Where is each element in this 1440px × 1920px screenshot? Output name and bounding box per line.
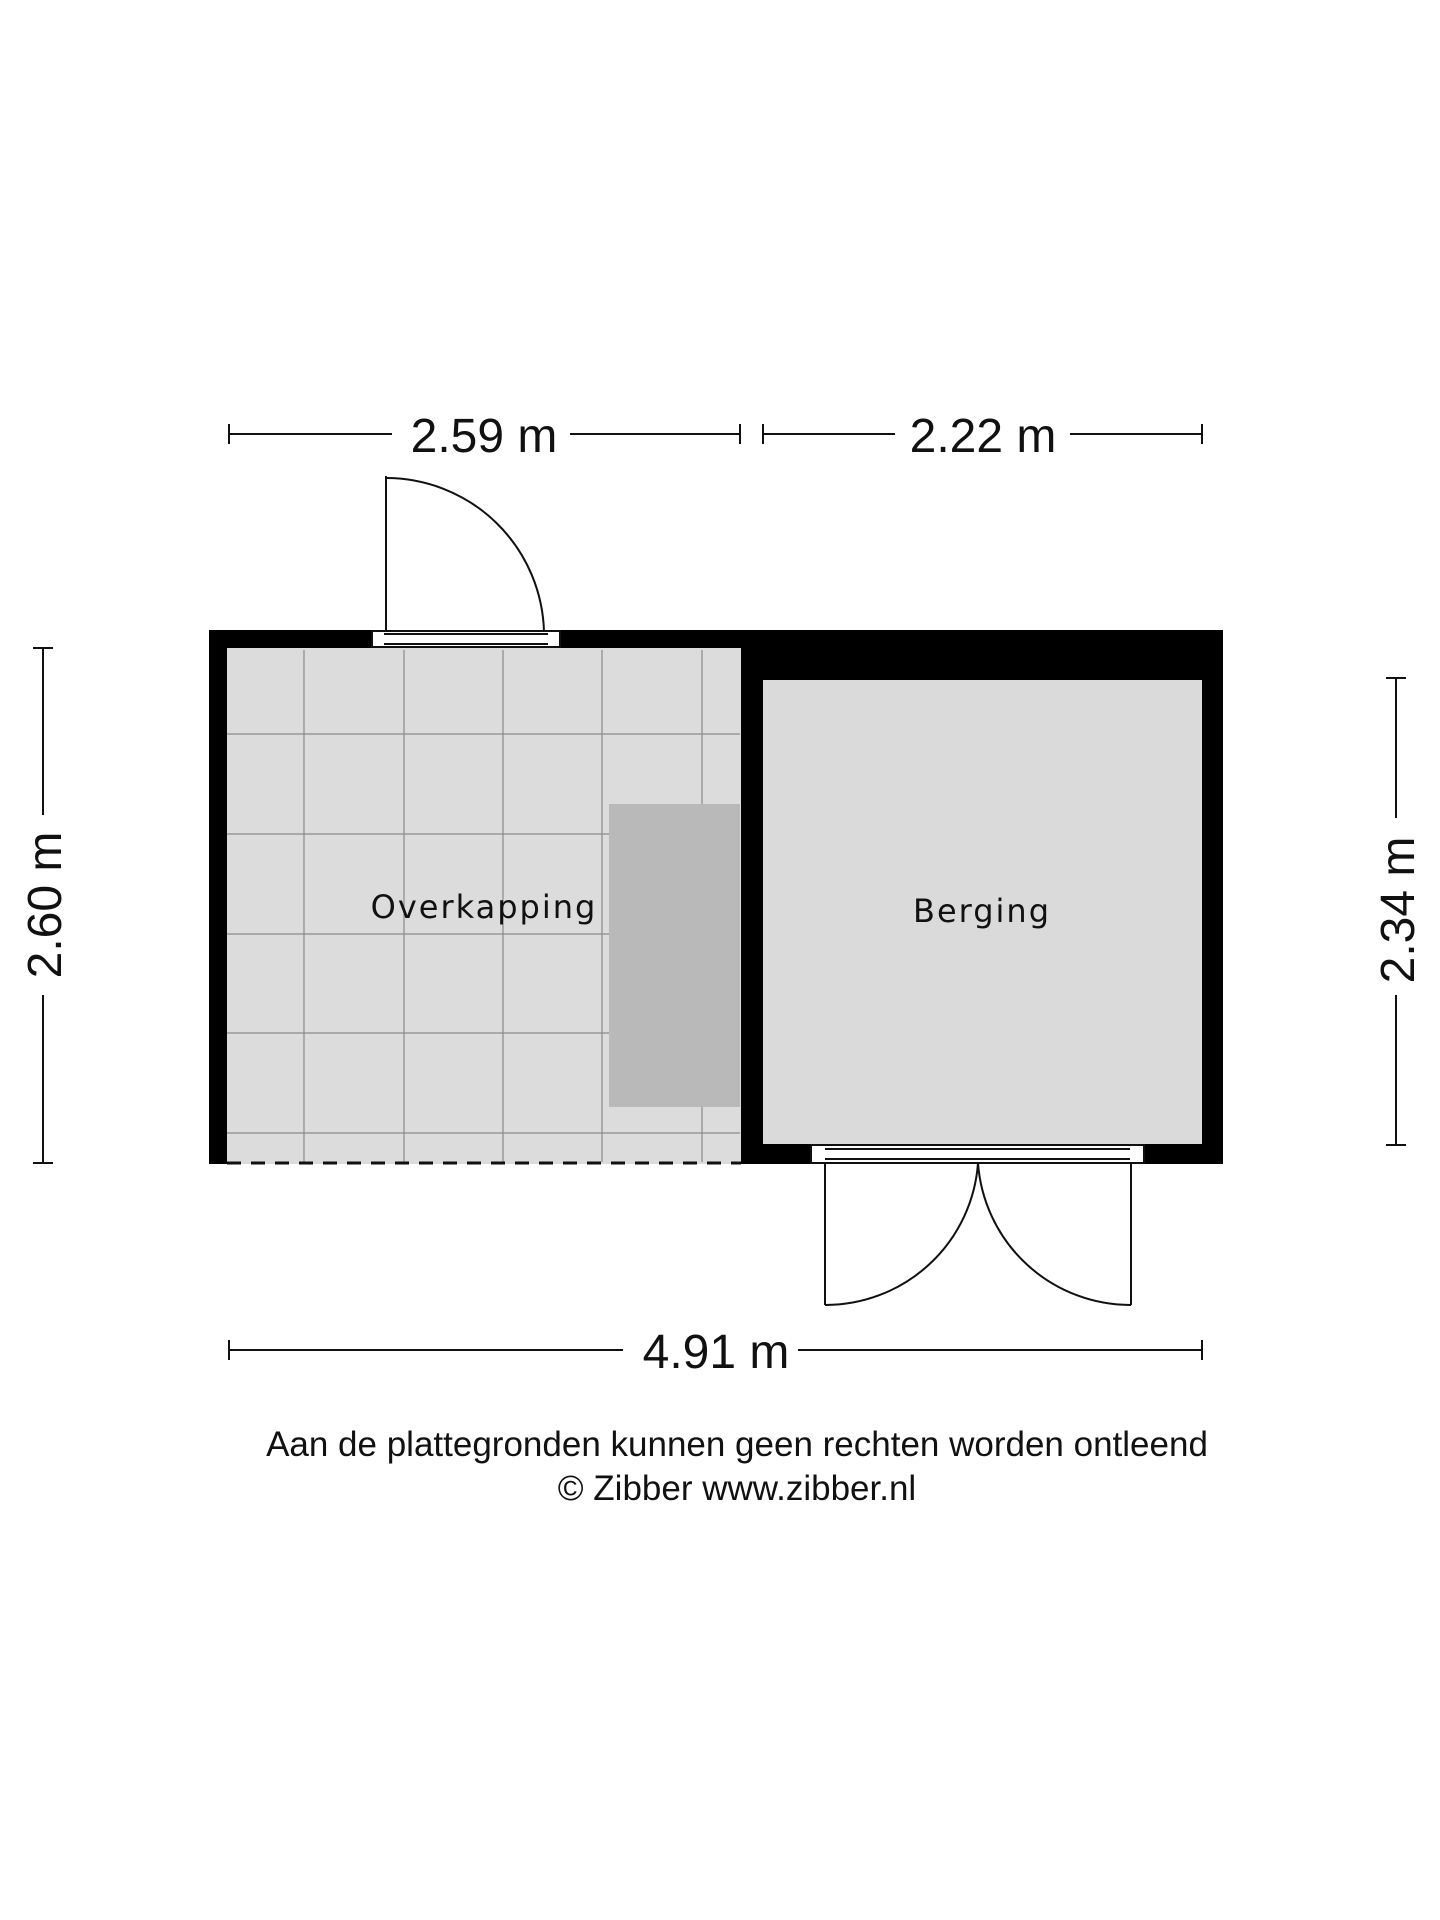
footer-disclaimer: Aan de plattegronden kunnen geen rechten worden ontleend bbox=[266, 1425, 1208, 1464]
door-bottom bbox=[811, 1145, 1144, 1305]
door-top bbox=[372, 476, 560, 647]
dimension-top-right bbox=[763, 410, 1202, 463]
dimension-right-label: 2.34 m bbox=[1372, 836, 1425, 984]
dimension-bottom bbox=[229, 1326, 1202, 1379]
dimension-right bbox=[1372, 678, 1425, 1145]
dimension-left-label: 2.60 m bbox=[19, 831, 72, 979]
room-label-berging: Berging bbox=[912, 892, 1052, 930]
dimension-top-right-label: 2.22 m bbox=[909, 410, 1057, 463]
footer-copyright: © Zibber www.zibber.nl bbox=[557, 1469, 917, 1508]
bench bbox=[609, 804, 740, 1107]
dimension-left bbox=[19, 648, 72, 1163]
dimension-top-left bbox=[229, 410, 740, 463]
dimension-top-left-label: 2.59 m bbox=[410, 410, 558, 463]
room-label-overkapping: Overkapping bbox=[370, 888, 598, 926]
dimension-bottom-label: 4.91 m bbox=[642, 1326, 790, 1379]
